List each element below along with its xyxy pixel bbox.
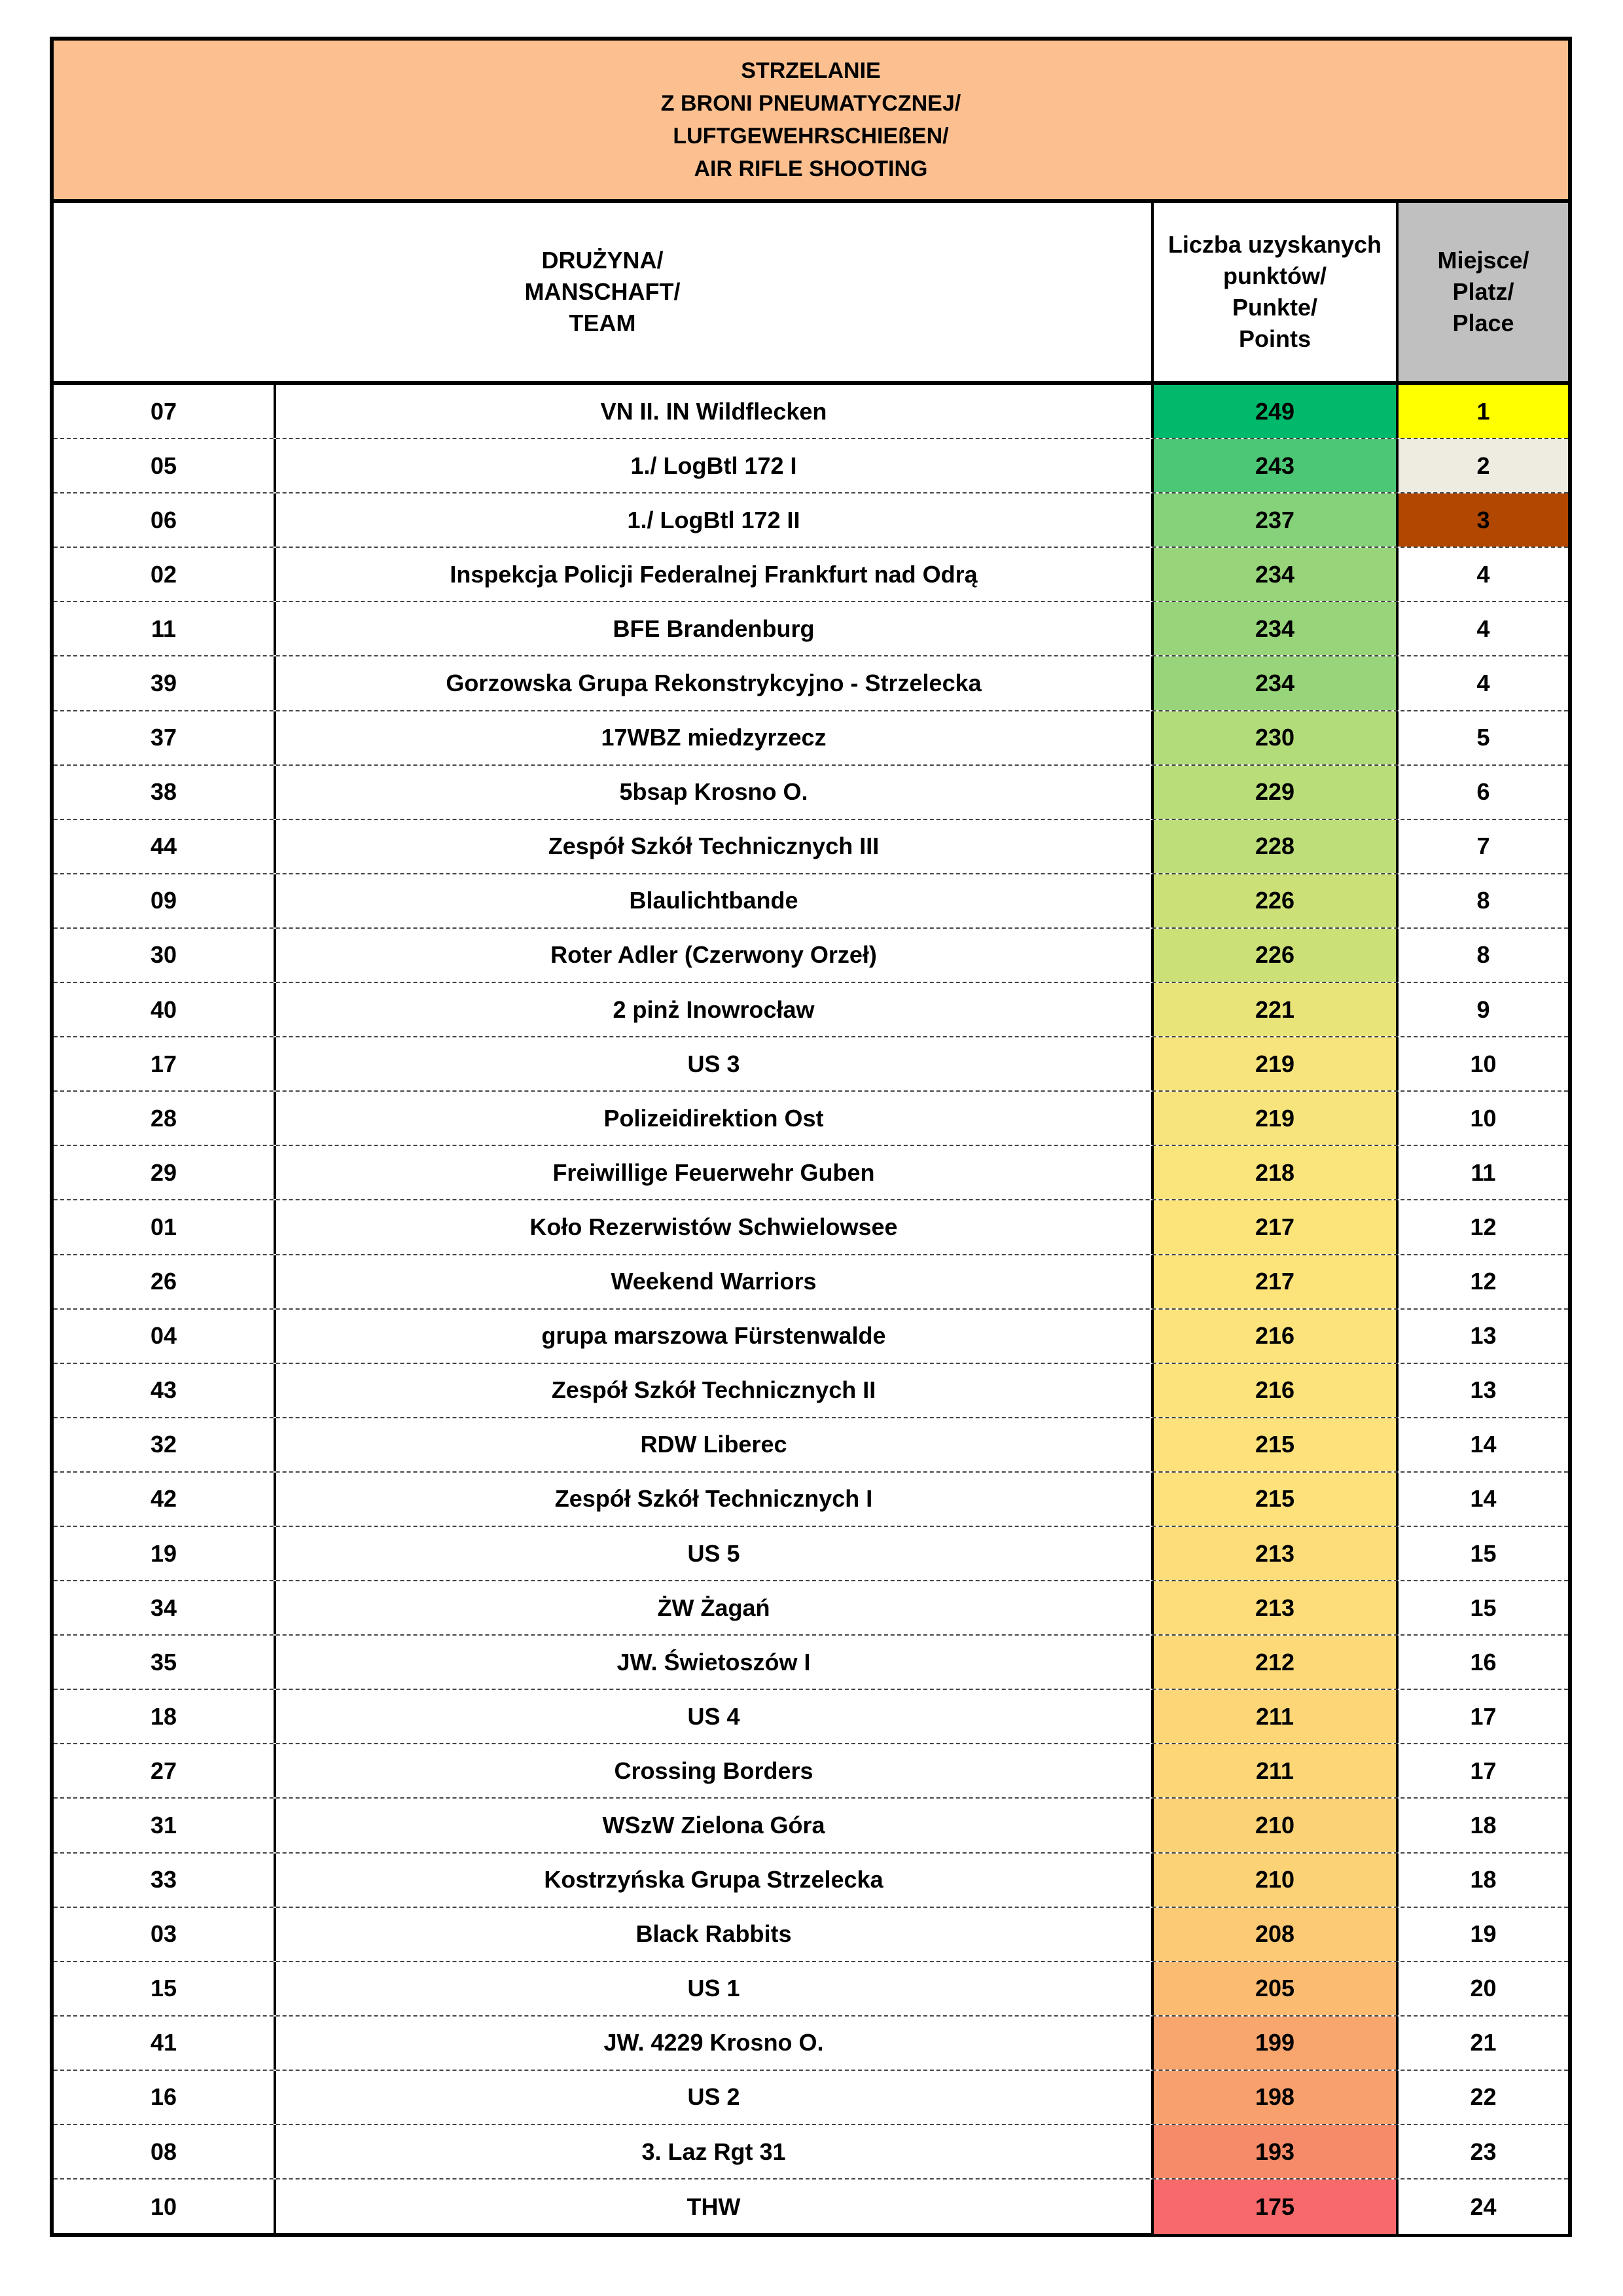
header-place	[1399, 203, 1568, 381]
table-row	[54, 2179, 1568, 2234]
team-name: Blaulichtbande	[276, 874, 1154, 927]
place-value: 12	[1399, 1255, 1568, 1308]
points-value: 230	[1154, 711, 1399, 764]
points-value: 226	[1154, 929, 1399, 982]
table-row	[54, 1310, 1568, 1364]
team-name: Gorzowska Grupa Rekonstrykcyjno - Strzelecka	[276, 656, 1154, 709]
column-header-row	[54, 203, 1568, 385]
points-value: 218	[1154, 1146, 1399, 1199]
header-place-line: Miejsce/	[1437, 247, 1529, 274]
team-name: Freiwillige Feuerwehr Guben	[276, 1146, 1154, 1199]
results-table	[50, 37, 1572, 2237]
points-value: 215	[1154, 1473, 1399, 1526]
team-name: 1./ LogBtl 172 I	[276, 439, 1154, 492]
table-row	[54, 548, 1568, 602]
points-value: 249	[1154, 385, 1399, 438]
table-row	[54, 1690, 1568, 1744]
team-name: US 1	[276, 1962, 1154, 2015]
team-number: 39	[54, 656, 276, 709]
team-number: 07	[54, 385, 276, 438]
team-number: 05	[54, 439, 276, 492]
header-points-line: Liczba uzyskanych	[1168, 231, 1382, 258]
place-value: 15	[1399, 1581, 1568, 1634]
team-number: 01	[54, 1200, 276, 1253]
team-number: 18	[54, 1690, 276, 1743]
table-row	[54, 929, 1568, 983]
table-title-banner	[54, 41, 1568, 203]
place-value: 6	[1399, 766, 1568, 819]
team-name: Inspekcja Policji Federalnej Frankfurt nad Odrą	[276, 548, 1154, 601]
team-number: 37	[54, 711, 276, 764]
team-number: 11	[54, 602, 276, 655]
place-value: 17	[1399, 1744, 1568, 1797]
table-row	[54, 1962, 1568, 2017]
table-row	[54, 1146, 1568, 1200]
table-row	[54, 1473, 1568, 1527]
place-value: 4	[1399, 656, 1568, 709]
place-value: 4	[1399, 548, 1568, 601]
place-value: 19	[1399, 1908, 1568, 1961]
team-name: Zespół Szkół Technicznych II	[276, 1364, 1154, 1417]
team-name: JW. Świetoszów I	[276, 1636, 1154, 1689]
place-value: 18	[1399, 1854, 1568, 1907]
place-value: 16	[1399, 1636, 1568, 1689]
team-name: 3. Laz Rgt 31	[276, 2125, 1154, 2178]
place-value: 8	[1399, 929, 1568, 982]
place-value: 20	[1399, 1962, 1568, 2015]
header-points-line: Punkte/	[1232, 294, 1317, 321]
team-name: Crossing Borders	[276, 1744, 1154, 1797]
team-number: 26	[54, 1255, 276, 1308]
place-value: 10	[1399, 1092, 1568, 1145]
team-number: 17	[54, 1037, 276, 1090]
header-points-line: Points	[1238, 325, 1311, 352]
team-name: 5bsap Krosno O.	[276, 766, 1154, 819]
team-number: 44	[54, 820, 276, 873]
team-number: 34	[54, 1581, 276, 1634]
place-value: 17	[1399, 1690, 1568, 1743]
table-row	[54, 1636, 1568, 1690]
place-value: 18	[1399, 1799, 1568, 1852]
table-row	[54, 1092, 1568, 1146]
table-row	[54, 1255, 1568, 1310]
place-value: 14	[1399, 1473, 1568, 1526]
team-name: Weekend Warriors	[276, 1255, 1154, 1308]
points-value: 208	[1154, 1908, 1399, 1961]
place-value: 23	[1399, 2125, 1568, 2178]
points-value: 234	[1154, 548, 1399, 601]
team-number: 30	[54, 929, 276, 982]
table-body	[54, 385, 1568, 2234]
team-number: 29	[54, 1146, 276, 1199]
team-name: ŻW Żagań	[276, 1581, 1154, 1634]
team-name: JW. 4229 Krosno O.	[276, 2017, 1154, 2070]
team-number: 28	[54, 1092, 276, 1145]
team-number: 27	[54, 1744, 276, 1797]
place-value: 13	[1399, 1364, 1568, 1417]
team-number: 06	[54, 493, 276, 547]
points-value: 212	[1154, 1636, 1399, 1689]
points-value: 205	[1154, 1962, 1399, 2015]
table-row	[54, 1908, 1568, 1962]
table-row	[54, 1200, 1568, 1255]
team-name: US 5	[276, 1527, 1154, 1580]
header-team-line: TEAM	[569, 310, 636, 336]
points-value: 193	[1154, 2125, 1399, 2178]
team-name: THW	[276, 2179, 1154, 2234]
title-line: STRZELANIE	[741, 58, 881, 83]
header-team-line: DRUŻYNA/	[541, 247, 664, 274]
team-name: grupa marszowa Fürstenwalde	[276, 1310, 1154, 1363]
team-number: 40	[54, 983, 276, 1036]
points-value: 217	[1154, 1255, 1399, 1308]
place-value: 3	[1399, 493, 1568, 547]
header-team	[54, 203, 1154, 381]
place-value: 13	[1399, 1310, 1568, 1363]
team-number: 33	[54, 1854, 276, 1907]
header-points	[1154, 203, 1399, 381]
team-name: 1./ LogBtl 172 II	[276, 493, 1154, 547]
team-name: Black Rabbits	[276, 1908, 1154, 1961]
title-line: Z BRONI PNEUMATYCZNEJ/	[660, 91, 961, 116]
points-value: 217	[1154, 1200, 1399, 1253]
title-line: AIR RIFLE SHOOTING	[694, 156, 928, 181]
table-row	[54, 711, 1568, 766]
team-name: Roter Adler (Czerwony Orzeł)	[276, 929, 1154, 982]
points-value: 211	[1154, 1690, 1399, 1743]
team-number: 43	[54, 1364, 276, 1417]
points-value: 221	[1154, 983, 1399, 1036]
table-row	[54, 602, 1568, 656]
table-row	[54, 874, 1568, 929]
header-team-line: MANSCHAFT/	[524, 278, 681, 305]
team-name: 2 pinż Inowrocław	[276, 983, 1154, 1036]
team-name: US 2	[276, 2071, 1154, 2124]
place-value: 2	[1399, 439, 1568, 492]
team-name: Zespół Szkół Technicznych I	[276, 1473, 1154, 1526]
team-name: US 3	[276, 1037, 1154, 1090]
place-value: 7	[1399, 820, 1568, 873]
table-row	[54, 1799, 1568, 1853]
team-number: 38	[54, 766, 276, 819]
team-number: 03	[54, 1908, 276, 1961]
team-number: 41	[54, 2017, 276, 2070]
place-value: 10	[1399, 1037, 1568, 1090]
header-place-line: Place	[1452, 310, 1514, 336]
team-number: 16	[54, 2071, 276, 2124]
team-name: WSzW Zielona Góra	[276, 1799, 1154, 1852]
team-number: 02	[54, 548, 276, 601]
team-name: US 4	[276, 1690, 1154, 1743]
place-value: 15	[1399, 1527, 1568, 1580]
table-row	[54, 1364, 1568, 1418]
team-number: 35	[54, 1636, 276, 1689]
table-row	[54, 820, 1568, 874]
place-value: 8	[1399, 874, 1568, 927]
team-name: Kostrzyńska Grupa Strzelecka	[276, 1854, 1154, 1907]
team-name: 17WBZ miedzyrzecz	[276, 711, 1154, 764]
table-row	[54, 493, 1568, 548]
table-row	[54, 983, 1568, 1037]
table-row	[54, 1418, 1568, 1473]
team-number: 10	[54, 2179, 276, 2234]
points-value: 210	[1154, 1854, 1399, 1907]
table-row	[54, 2071, 1568, 2125]
points-value: 219	[1154, 1037, 1399, 1090]
team-name: RDW Liberec	[276, 1418, 1154, 1471]
points-value: 243	[1154, 439, 1399, 492]
table-row	[54, 439, 1568, 493]
place-value: 12	[1399, 1200, 1568, 1253]
place-value: 22	[1399, 2071, 1568, 2124]
points-value: 234	[1154, 656, 1399, 709]
place-value: 4	[1399, 602, 1568, 655]
points-value: 228	[1154, 820, 1399, 873]
points-value: 213	[1154, 1581, 1399, 1634]
table-row	[54, 1744, 1568, 1799]
points-value: 229	[1154, 766, 1399, 819]
table-row	[54, 1581, 1568, 1636]
place-value: 11	[1399, 1146, 1568, 1199]
place-value: 1	[1399, 385, 1568, 438]
table-row	[54, 766, 1568, 820]
table-row	[54, 1527, 1568, 1581]
place-value: 24	[1399, 2179, 1568, 2234]
place-value: 5	[1399, 711, 1568, 764]
points-value: 226	[1154, 874, 1399, 927]
table-row	[54, 1854, 1568, 1908]
table-row	[54, 385, 1568, 439]
points-value: 210	[1154, 1799, 1399, 1852]
points-value: 211	[1154, 1744, 1399, 1797]
points-value: 198	[1154, 2071, 1399, 2124]
team-name: Koło Rezerwistów Schwielowsee	[276, 1200, 1154, 1253]
points-value: 216	[1154, 1364, 1399, 1417]
table-row	[54, 2017, 1568, 2071]
points-value: 216	[1154, 1310, 1399, 1363]
title-line: LUFTGEWEHRSCHIEßEN/	[673, 124, 949, 149]
team-name: Polizeidirektion Ost	[276, 1092, 1154, 1145]
team-number: 19	[54, 1527, 276, 1580]
team-number: 32	[54, 1418, 276, 1471]
team-number: 31	[54, 1799, 276, 1852]
header-points-line: punktów/	[1223, 262, 1327, 289]
points-value: 213	[1154, 1527, 1399, 1580]
place-value: 21	[1399, 2017, 1568, 2070]
team-name: BFE Brandenburg	[276, 602, 1154, 655]
table-row	[54, 2125, 1568, 2179]
team-name: VN II. IN Wildflecken	[276, 385, 1154, 438]
points-value: 199	[1154, 2017, 1399, 2070]
points-value: 215	[1154, 1418, 1399, 1471]
table-row	[54, 1037, 1568, 1092]
points-value: 219	[1154, 1092, 1399, 1145]
table-title	[661, 54, 961, 185]
team-number: 09	[54, 874, 276, 927]
place-value: 14	[1399, 1418, 1568, 1471]
team-number: 15	[54, 1962, 276, 2015]
team-number: 42	[54, 1473, 276, 1526]
points-value: 175	[1154, 2179, 1399, 2234]
place-value: 9	[1399, 983, 1568, 1036]
team-number: 08	[54, 2125, 276, 2178]
table-row	[54, 656, 1568, 711]
team-name: Zespół Szkół Technicznych III	[276, 820, 1154, 873]
header-place-line: Platz/	[1452, 278, 1514, 305]
points-value: 234	[1154, 602, 1399, 655]
team-number: 04	[54, 1310, 276, 1363]
points-value: 237	[1154, 493, 1399, 547]
